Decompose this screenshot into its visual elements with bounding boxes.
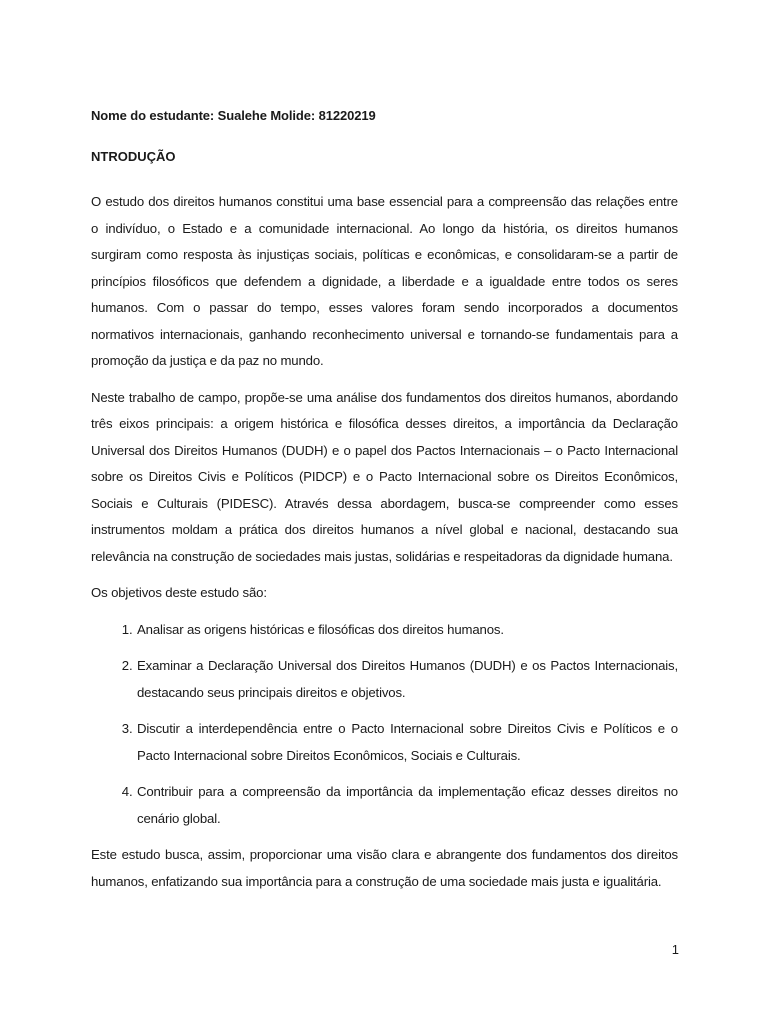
list-item: 3. Discutir a interdependência entre o Pacto Internacional sobre Direitos Civis e Políticos e o Pacto Internacional sobre Direitos Econômicos, Sociais e Culturais. (136, 716, 678, 769)
paragraph: Os objetivos deste estudo são: (91, 585, 267, 600)
objectives-list (91, 617, 678, 833)
page-number: 1 (671, 942, 679, 957)
document-body (91, 189, 678, 905)
list-item: 4. Contribuir para a compreensão da importância da implementação eficaz desses direitos no cenário global. (136, 779, 678, 832)
paragraph: Neste trabalho de campo, propõe-se uma análise dos fundamentos dos direitos humanos, abordando três eixos principais: a origem histórica e filosófica desses direitos, a importância da Declaração Universal dos Direitos Humanos (DUDH) e o papel dos Pactos Internacionais – o Pacto Internacional sobre os Direitos Civis e Políticos (PIDCP) e o Pacto Internacional sobre os Direitos Econômicos, Sociais e Culturais (PIDESC). Através dessa abordagem, busca-se compreender como esses instrumentos moldam a prática dos direitos humanos a nível global e nacional, destacando sua relevância na construção de sociedades mais justas, solidárias e respeitadoras da dignidade humana. (91, 389, 678, 564)
list-item: 2. Examinar a Declaração Universal dos Direitos Humanos (DUDH) e os Pactos Internacionais, destacando seus principais direitos e objetivos. (136, 653, 678, 706)
paragraph: O estudo dos direitos humanos constitui uma base essencial para a compreensão das relações entre o indivíduo, o Estado e a comunidade internacional. Ao longo da história, os direitos humanos surgiram como resposta às injustiças sociais, políticas e econômicas, e consolidaram-se a partir de princípios filosóficos que defendem a dignidade, a liberdade e a igualdade entre todos os seres humanos. Com o passar do tempo, esses valores foram sendo incorporados a documentos normativos internacionais, ganhando reconhecimento universal e tornando-se fundamentais para a promoção da justiça e da paz no mundo. (91, 194, 678, 368)
list-item: 1. Analisar as origens históricas e filosóficas dos direitos humanos. (136, 617, 678, 644)
closing-paragraph: Este estudo busca, assim, proporcionar uma visão clara e abrangente dos fundamentos dos direitos humanos, enfatizando sua importância para a construção de uma sociedade mais justa e igualitária. (91, 847, 678, 889)
section-heading: NTRODUÇÃO (91, 149, 176, 164)
student-name-line: Nome do estudante: Sualehe Molide: 81220219 (91, 108, 376, 123)
